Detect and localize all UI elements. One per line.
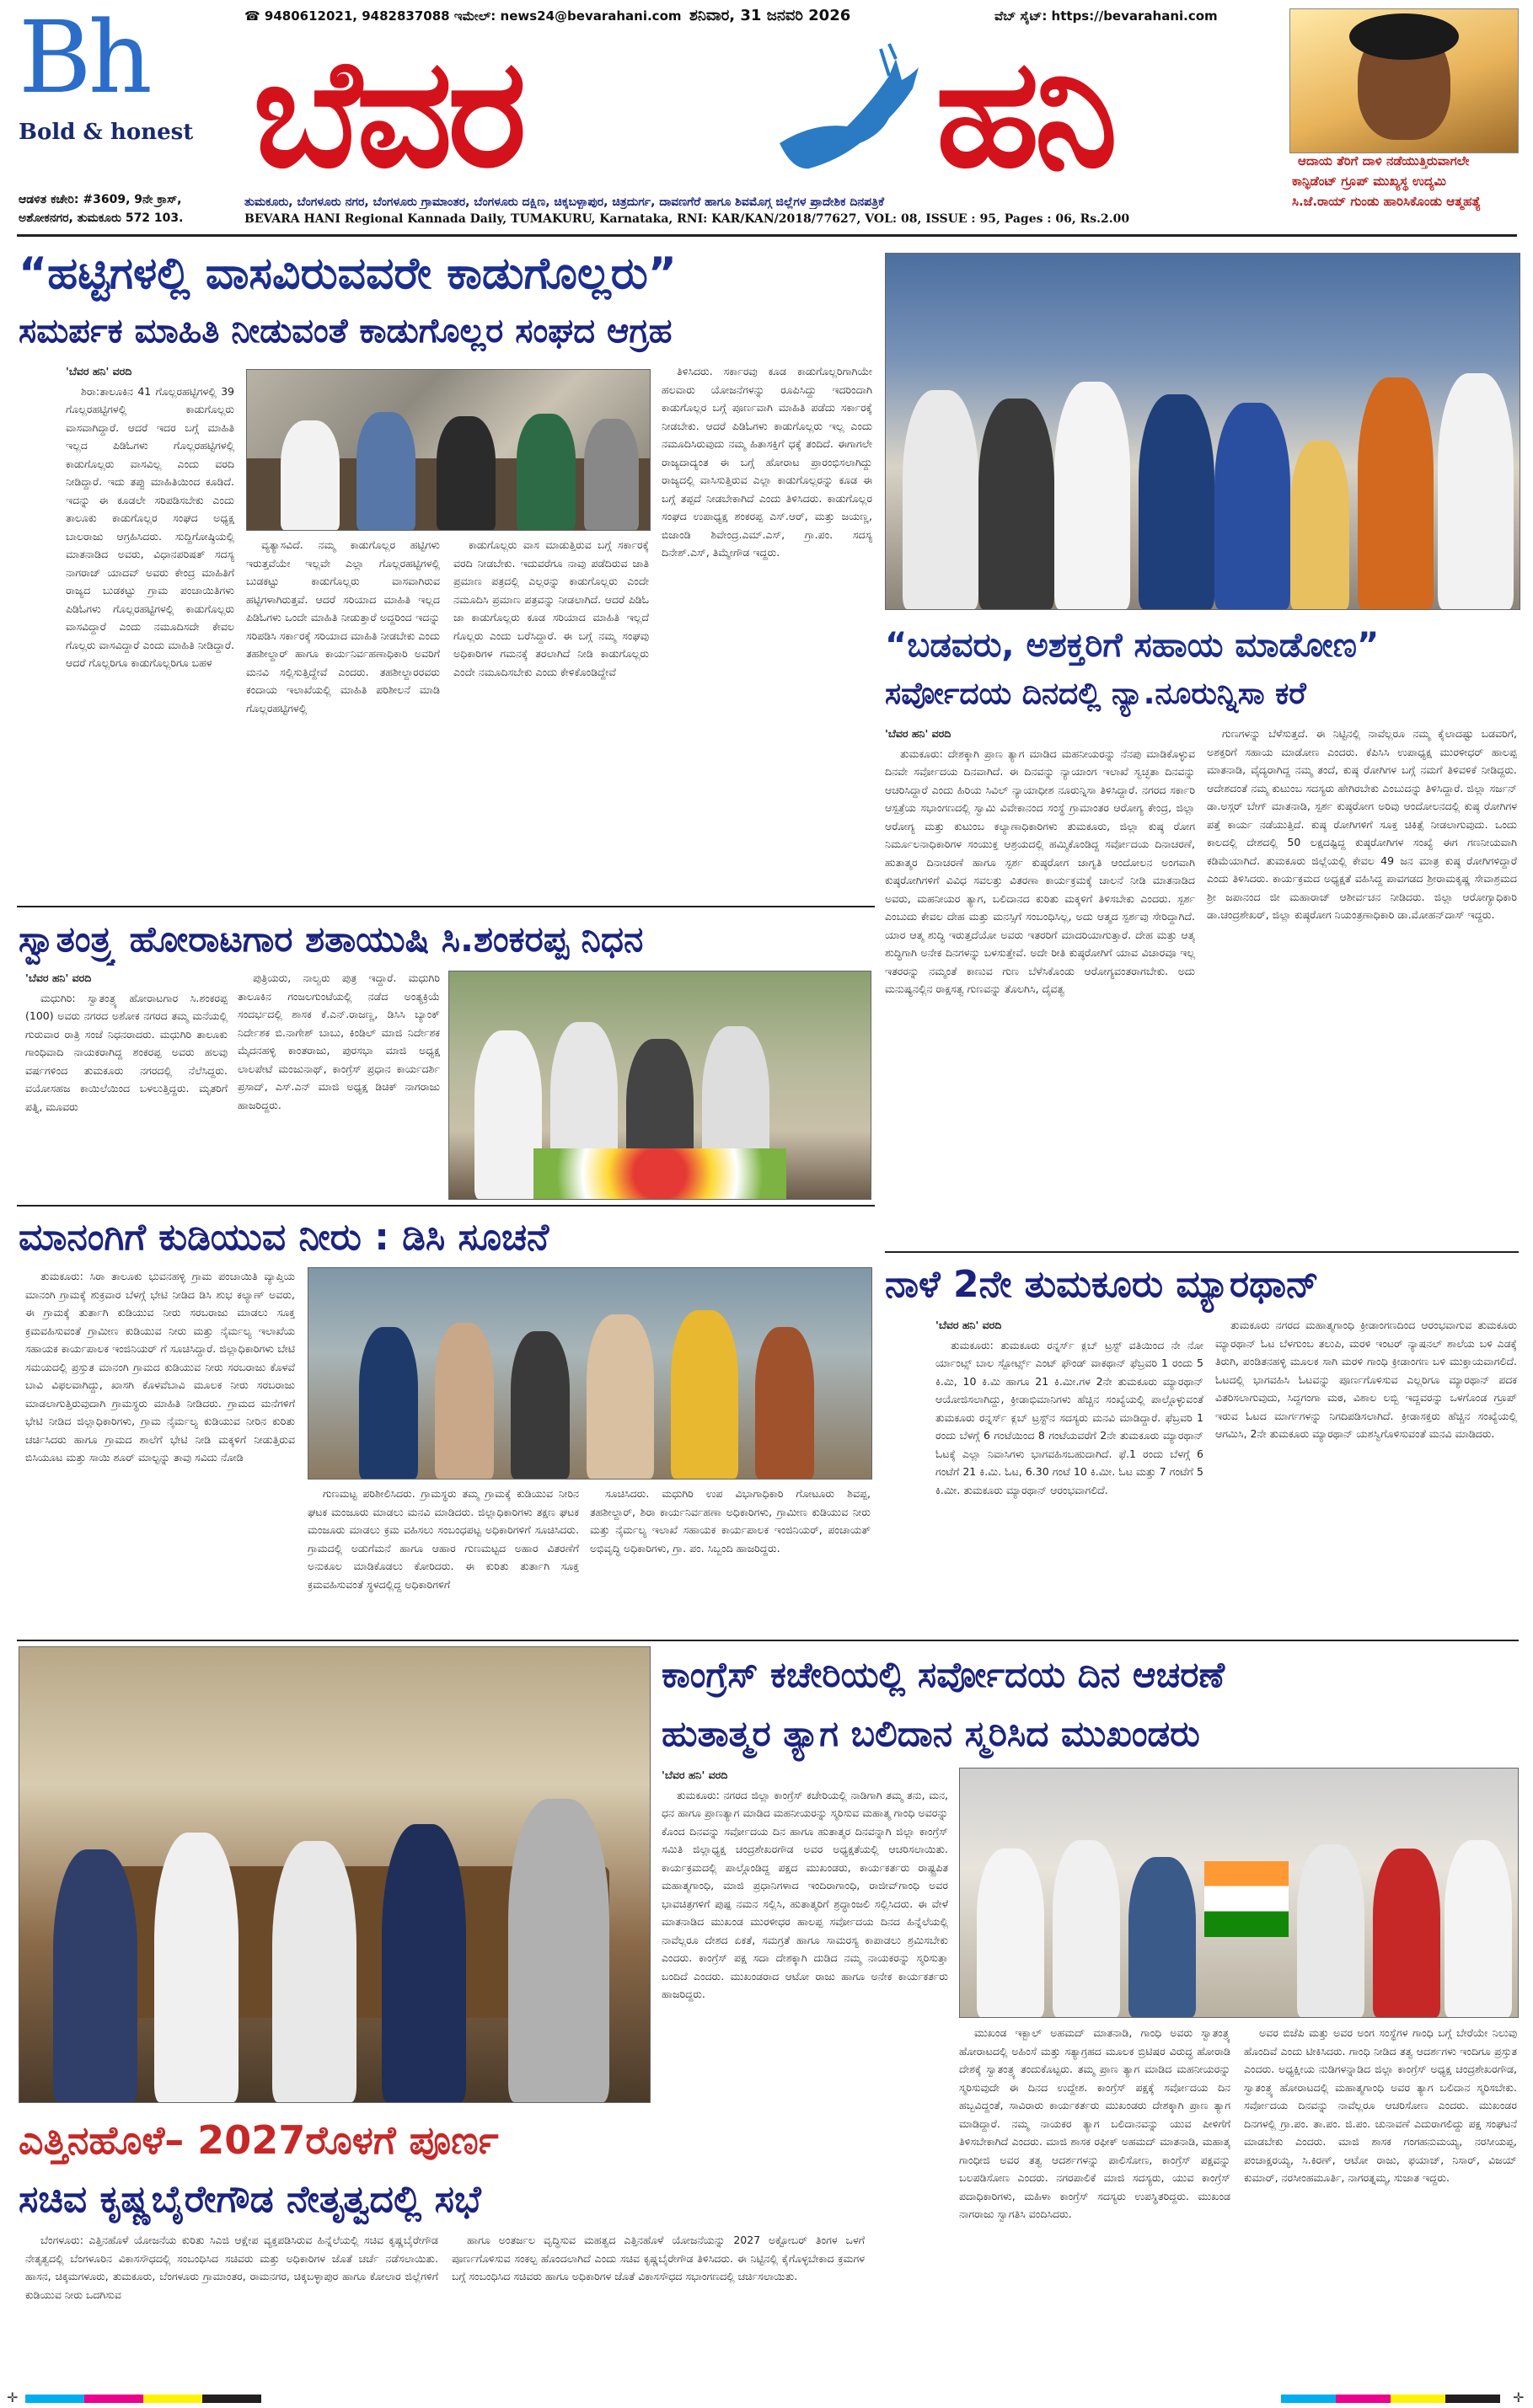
story3-text-2: ಪುತ್ರಿಯರು, ನಾಲ್ವರು ಪುತ್ರ ಇದ್ದಾರೆ. ಮಧುಗಿರಿ ತಾಲೂಕಿನ ಗಂಜಲಗುಂಟೆಯಲ್ಲಿ ನಡೆದ ಅಂತ್ಯಕ್ರಿಯೆ ಸಂದರ್ಭದಲ್ಲಿ ಶಾಸಕ ಕೆ.ಎನ್.ರಾಜಣ್ಣ, ಡಿಸಿಸಿ ಬ್ಯಾಂಕ್ ನಿರ್ದೇಶಕ ಬಿ.ನಾಗೇಶ್ ಬಾಬು, ಕಿಂಡಿಲ್ ಮಾಜಿ ನಿರ್ದೇಶಕ ಮೈದನಹಳ್ಳಿ ಕಾಂತರಾಜು, ಪುರಸಭಾ ಮಾಜಿ ಅಧ್ಯಕ್ಷ ಲಾಲಪೇಟೆ ಮಂಜುನಾಥ್, ಕಾಂಗ್ರೆಸ್ ಪ್ರಧಾನ ಕಾರ್ಯದರ್ಶಿ ಪ್ರಸಾದ್, ಎಸ್.ಎನ್ ಮಾಜಿ ಅಧ್ಯಕ್ಷ ಡಿಚಿಕ್ ನಾಗರಾಜು ಹಾಜರಿದ್ದರು. — [238, 971, 440, 1111]
divider-full-1 — [17, 1640, 1519, 1641]
story3-column-1 — [25, 969, 228, 1201]
story4-text-2: ಗುಣಮಟ್ಟ ಪರಿಶೀಲಿಸಿದರು. ಗ್ರಾಮಸ್ಥರು ತಮ್ಮ ಗ್ರಾಮಕ್ಕೆ ಕುಡಿಯುವ ನೀರಿನ ಘಟಕ ಮಂಜೂರು ಮಾಡಲು ಮನವಿ ಮಾಡಿದರು. ಜಿಲ್ಲಾಧಿಕಾರಿಗಳು ತಕ್ಷಣ ಘಟಕ ಮಂಜೂರು ಮಾಡಲು ಕ್ರಮ ವಹಿಸಲು ಸಂಬಂಧಪಟ್ಟ ಅಧಿಕಾರಿಗಳಿಗೆ ಸೂಚಿಸಿದರು. ಗ್ರಾಮದಲ್ಲಿ ಅಡುಗೆಮನೆ ಹಾಗೂ ಆಹಾರ ಗುಣಮಟ್ಟದ ಅಹಾರ ವಿತರಣೆಗೆ ಅನುಕೂಲ ಮಾಡಿಕೊಡಲು ಕೋರಿದರು. ಈ ಕುರಿತು ತುರ್ತಾಗಿ ಸೂಕ್ತ ಕ್ರಮವಹಿಸುವಂತೆ ಸ್ಥಳದಲ್ಲಿದ್ದ ಅಧಿಕಾರಿಗಳಿಗೆ — [308, 1487, 579, 1591]
story3-photo — [448, 971, 871, 1200]
story1-column-2 — [246, 536, 440, 902]
masthead-title-left: ಬೆವರ — [253, 26, 523, 201]
divider-left-2 — [17, 1205, 875, 1207]
story4-text-1: ತುಮಕೂರು: ಸಿರಾ ತಾಲೂಕು ಭುವನಹಳ್ಳಿ ಗ್ರಾಮ ಪಂಚಾಯಿತಿ ವ್ಯಾಪ್ತಿಯ ಮಾನಂಗಿ ಗ್ರಾಮಕ್ಕೆ ಶುಕ್ರವಾರ ಬೆಳಗ್ಗೆ ಭೇಟಿ ನೀಡಿದ ಡಿಸಿ ಶುಭ ಕಲ್ಯಾಣ್ ಅವರು, ಈ ಗ್ರಾಮಕ್ಕೆ ತುರ್ತಾಗಿ ಕುಡಿಯುವ ನೀರು ಸರಬರಾಜು ಮಾಡಲು ಸೂಕ್ತ ಕ್ರಮವಹಿಸುವಂತೆ ಗ್ರಾಮೀಣ ಕುಡಿಯುವ ನೀರು ಮತ್ತು ನೈರ್ಮಲ್ಯ ಇಲಾಖೆಯ ಸಹಾಯಕ ಕಾರ್ಯಪಾಲಕ ಇಂಜಿನಿಯರ್ ಗೆ ಸೂಚಿಸಿದ್ದಾರೆ. ಜಿಲ್ಲಾಧಿಕಾರಿಗಳು ಬೇಟಿ ಸಮಯದಲ್ಲಿ ಪ್ರಸ್ತುತ ಮಾನಂಗಿ ಗ್ರಾಮದ ಕುಡಿಯುವ ನೀರು ಸರಬರಾಜು ಕೊಳವೆ ಬಾವಿ ವಿಫಲವಾಗಿದ್ದು, ಖಾಸಗಿ ಕೊಳವೆಬಾವಿ ಮೂಲಕ ನೀರು ಸರಬರಾಜು ಮಾಡಲಾಗುತ್ತಿರುವುದಾಗಿ ಗ್ರಾಮಸ್ಥರು ಮಾಹಿತಿ ನೀಡಿದರು. ಗ್ರಾಮದ ಮನೆಗಳಿಗೆ ಭೇಟಿ ನೀಡಿದ ಜಿಲ್ಲಾಧಿಕಾರಿಗಳು, ಗ್ರಾಮ ನೈರ್ಮಲ್ಯ ಕುಡಿಯುವ ನೀರಿನ ಕುರಿತು ಚರ್ಚಿಸಿದರು ಹಾಗೂ ಗ್ರಾಮದ ಶಾಲೆಗೆ ಭೇಟಿ ನೀಡಿ ಮಕ್ಕಳಿಗೆ ನೀಡುತ್ತಿರುವ ಬಿಸಿಯೂಟ ಮತ್ತು ಸಾಯಿ ಶೂರ್ ಮಾಲ್ಟನ್ನು ತಾವು ಸವಿದು ನೋಡಿ — [25, 1270, 295, 1464]
story1-text-2: ವ್ಯತ್ಯಾಸವಿದೆ. ನಮ್ಮ ಕಾಡುಗೊಲ್ಲರ ಹಟ್ಟಿಗಳು ಇರುತ್ತವೆಯೇ ಇಲ್ಲವೇ ಎಲ್ಲಾ ಗೊಲ್ಲರಹಟ್ಟಿಗಳಲ್ಲಿ ಬುಡಕಟ್ಟು ಕಾಡುಗೊಲ್ಲರು ವಾಸವಾಗಿರುವ ಹಟ್ಟಿಗಳಾಗಿರುತ್ತವೆ. ಆದರೆ ಸರಿಯಾದ ಮಾಹಿತಿ ಇಲ್ಲದ ಪಿಡಿಓಗಳು ಒಂದೇ ಮಾಹಿತಿ ನೀಡುತ್ತಾರೆ ಅದ್ದರಿಂದ ಇದನ್ನು ಸರಿಪಡಿಸಿ ಸರ್ಕಾರಕ್ಕೆ ಸರಿಯಾದ ಮಾಹಿತಿ ನೀಡಬೇಕು ಎಂದು ತಹಶೀಲ್ದಾರ್ ಹಾಗೂ ಕಾರ್ಯನಿರ್ವಹಣಾಧಿಕಾರಿ ಅವರಿಗೆ ಮನವಿ ಸಲ್ಲಿಸುತ್ತಿದ್ದೇವೆ ಎಂದರು. ತಹಶೀಲ್ದಾರರವರು ಕಂದಾಯ ಇಲಾಖೆಯಲ್ಲಿ ಮಾಹಿತಿ ಪರಿಶೀಲನೆ ಮಾಡಿ ಗೊಲ್ಲರಹಟ್ಟಿಗಳಲ್ಲಿ — [246, 538, 440, 714]
promo-line-1: ಆದಾಯ ತೆರಿಗೆ ದಾಳಿ ನಡೆಯುತ್ತಿರುವಾಗಲೇ — [1298, 153, 1470, 169]
story1-byline: 'ಬೆವರ ಹನಿ' ವರದಿ — [66, 365, 132, 377]
cmyk-bar-right — [1281, 2395, 1500, 2403]
story7-photo — [19, 1646, 651, 2103]
issue-date: ಶನಿವಾರ, 31 ಜನವರಿ 2026 — [689, 7, 851, 24]
story2-text-2: ಗುಣಗಳನ್ನು ಬೆಳೆಸುತ್ತದೆ. ಈ ನಿಟ್ಟಿನಲ್ಲಿ ನಾವೆಲ್ಲರೂ ನಮ್ಮ ಕೈಲಾದಷ್ಟು ಬಡವರಿಗೆ, ಅಶಕ್ತರಿಗೆ ಸಹಾಯ ಮಾಡೋಣ ಎಂದರು. ಕೆಪಿಸಿಸಿ ಉಪಾಧ್ಯಕ್ಷ ಮುರಳೀಧರ್ ಹಾಲಪ್ಪ ಮಾತನಾಡಿ, ವೈದ್ಯರಾಗಿದ್ದ ನಮ್ಮ ತಂದೆ, ಕುಷ್ಠ ರೋಗಿಗಳ ಬಗ್ಗೆ ನಮಗೆ ತಿಳಿವಳಿಕೆ ನೀಡಿದ್ದರು. ಆದೇಶದಂತೆ ನಮ್ಮ ಕುಟುಂಬ ಸದಸ್ಯರು ಹೇಗಿರಬೇಕು ಎಂಬುದನ್ನು ತಿಳಿಸಿದ್ದಾರೆ. ಜಿಲ್ಲಾ ಸರ್ಜನ್ ಡಾ.ಅಸ್ಗರ್ ಬೇಗ್ ಮಾತನಾಡಿ, ಸ್ಪರ್ಶ ಕುಷ್ಠರೋಗ ಅರಿವು ಆಂದೋಲನದಲ್ಲಿ ಕುಷ್ಠ ರೋಗಿಗಳ ಪತ್ತೆ ಕಾರ್ಯ ನಡೆಯುತ್ತಿದೆ. ಕುಷ್ಠ ರೋಗಿಗಳಿಗೆ ಸೂಕ್ತ ಚಿಕಿತ್ಸೆ ನೀಡಲಾಗುವುದು. ಒಂದು ಕಾಲದಲ್ಲಿ ದೇಶದಲ್ಲಿ 50 ಲಕ್ಷದಷ್ಟಿದ್ದ ಕುಷ್ಠರೋಗಿಗಳ ಸಂಖ್ಯೆ ಈಗ ಗಣನೀಯವಾಗಿ ಕಡಿಮೆಯಾಗಿದೆ. ತುಮಕೂರು ಜಿಲ್ಲೆಯಲ್ಲಿ ಕೇವಲ 49 ಜನ ಮಾತ್ರ ಕುಷ್ಠ ರೋಗಿಗಳಿದ್ದಾರೆ ಎಂದು ತಿಳಿಸಿದರು. ಕಾರ್ಯಕ್ರಮದ ಅಧ್ಯಕ್ಷತೆ ವಹಿಸಿದ್ದ ಪಾವಗಡದ ಶ್ರೀರಾಮಕೃಷ್ಣ ಸೇವಾಶ್ರಮದ ಶ್ರೀ ಜಪಾನಂದ ಜೀ ಮಹಾರಾಜ್ ಆಶೀರ್ವಚನ ನೀಡಿದರು. ಜಿಲ್ಲಾ ಆರೋಗ್ಯಾಧಿಕಾರಿ ಡಾ.ಚಂದ್ರಶೇಖರ್, ಜಿಲ್ಲಾ ಕುಷ್ಠರೋಗ ನಿಯಂತ್ರಣಾಧಿಕಾರಿ ಡಾ.ಮೋಹನ್‌ದಾಸ್ ಇದ್ದರು. — [1207, 727, 1517, 921]
story6-column-3 — [1244, 2024, 1517, 2369]
story2-column-1 — [885, 725, 1195, 1247]
story3-byline: 'ಬೆವರ ಹನಿ' ವರದಿ — [25, 971, 92, 984]
story6-column-2 — [959, 2024, 1230, 2369]
story3-column-2 — [238, 969, 440, 1201]
story5-column-1 — [935, 1316, 1203, 1635]
story1-kicker: “ಹಟ್ಟಿಗಳಲ್ಲಿ ವಾಸವಿರುವವರೇ ಕಾಡುಗೊಲ್ಲರು” — [19, 249, 677, 299]
story4-column-3 — [590, 1485, 871, 1636]
registration-line: BEVARA HANI Regional Kannada Daily, TUMAKURU, Karnataka, RNI: KAR/KAN/2018/77627, VOL: 08, ISSUE : 95, Pages : 06, Rs.2.00 — [244, 212, 1130, 226]
story3-text-1: ಮಧುಗಿರಿ: ಸ್ವಾತಂತ್ರ್ಯ ಹೋರಾಟಗಾರ ಸಿ.ಶಂಕರಪ್ಪ (100) ಅವರು ನಗರದ ಅಶೋಕ ನಗರದ ತಮ್ಮ ಮನೆಯಲ್ಲಿ ಗುರುವಾರ ರಾತ್ರಿ ಸಂಜೆ ನಿಧನರಾದರು. ಮಧುಗಿರಿ ತಾಲೂಕು ಗಾಂಧಿವಾದಿ ನಾಯಕರಾಗಿದ್ದ ಶಂಕರಪ್ಪ ಅವರು ಹಲವು ವರ್ಷಗಳಿಂದ ತುಮಕೂರು ನಗರದಲ್ಲಿ ನೆಲೆಸಿದ್ದರು. ವಯೋಸಹಜ ಕಾಯಿಲೆಯಿಂದ ಬಳಲುತ್ತಿದ್ದರು. ಮೃತರಿಗೆ ಪತ್ನಿ, ಮೂವರು — [25, 991, 228, 1113]
story6-text-2: ಮುಖಂಡ ಇಕ್ಬಾಲ್ ಅಹಮದ್ ಮಾತನಾಡಿ, ಗಾಂಧಿ ಅವರು ಸ್ವಾತಂತ್ರ್ಯ ಹೋರಾಟದಲ್ಲಿ ಅಹಿಂಸೆ ಮತ್ತು ಸತ್ಯಾಗ್ರಹದ ಮೂಲಕ ಬ್ರಿಟಿಷರ ವಿರುದ್ಧ ಹೋರಾಡಿ ದೇಶಕ್ಕೆ ಸ್ವಾತಂತ್ರ್ಯ ತಂದುಕೊಟ್ಟರು. ತಮ್ಮ ಪ್ರಾಣ ತ್ಯಾಗ ಮಾಡಿದ ಮಹನೀಯರನ್ನು ಸ್ಮರಿಸುವುದೇ ಈ ದಿನದ ಉದ್ದೇಶ. ಕಾಂಗ್ರೆಸ್ ಪಕ್ಷಕ್ಕೆ ಸರ್ವೋದಯ ದಿನ ಹಬ್ಬವಿದ್ದಂತೆ, ಸಾವಿರಾರು ಕಾರ್ಯಕರ್ತರು ಮುಖಂಡರು ದೇಶಕ್ಕಾಗಿ ಪ್ರಾಣ ತ್ಯಾಗ ಮಾಡಿದ್ದಾರೆ. ನಮ್ಮ ನಾಯಕರ ತ್ಯಾಗ ಬಲಿದಾನವನ್ನು ಯುವ ಪೀಳಿಗೆಗೆ ತಿಳಿಸಬೇಕಾಗಿದೆ ಎಂದರು. ಮಾಜಿ ಶಾಸಕ ರಫೀಕ್ ಅಹಮದ್ ಮಾತನಾಡಿ, ಮಹಾತ್ಮ ಗಾಂಧೀಜಿ ಅವರ ತತ್ವ ಆದರ್ಶಗಳನ್ನು ಪಾಲಿಸೋಣ, ಕಾಂಗ್ರೆಸ್ ಪಕ್ಷವನ್ನು ಬಲಪಡಿಸೋಣ ಎಂದರು. ನಗರಪಾಲಿಕೆ ಮಾಜಿ ಸದಸ್ಯರು, ಯುವ ಕಾಂಗ್ರೆಸ್ ಪದಾಧಿಕಾರಿಗಳು, ಮಹಿಳಾ ಕಾಂಗ್ರೆಸ್ ಸದಸ್ಯರು ಉಪಸ್ಥಿತರಿದ್ದರು. ಮುಖಂಡ ನಾಗರಾಜು ಸ್ವಾಗತಿಸಿ ವಂದಿಸಿದರು. — [959, 2026, 1230, 2220]
divider-left-1 — [17, 906, 875, 907]
story1-text-4: ತಿಳಿಸಿದರು. ಸರ್ಕಾರವು ಕೂಡ ಕಾಡುಗೊಲ್ಲರಿಗಾಗಿಯೇ ಹಲವಾರು ಯೋಜನೆಗಳನ್ನು ರೂಪಿಸಿದ್ದು ಇದರಿಂದಾಗಿ ಕಾಡುಗೊಲ್ಲರ ಬಗ್ಗೆ ಪೂರ್ಣವಾಗಿ ಮಾಹಿತಿ ಪಡೆದು ಸರ್ಕಾರಕ್ಕೆ ನೀಡಬೇಕು. ಆದರೆ ಪಿಡಿಓಗಳು ಕಾಡುಗೊಲ್ಲರು ಇಲ್ಲ ಎಂದು ನಮೂದಿಸಿರುವುದು ನಮ್ಮ ಹಿತಾಸಕ್ತಿಗೆ ಧಕ್ಕೆ ತಂದಿದೆ. ಈಗಾಗಲೇ ರಾಜ್ಯದಾದ್ಯಂತ ಈ ಬಗ್ಗೆ ಹೋರಾಟ ಪ್ರಾರಂಭಿಸಲಾಗಿದ್ದು ರಾಜ್ಯದಲ್ಲಿ ವಾಸಿಸುತ್ತಿರುವ ಎಲ್ಲಾ ಕಾಡುಗೊಲ್ಲರನ್ನು ಕೂಡ ಈ ಬಗ್ಗೆ ತಪ್ಪದೆ ನೀಡಬೇಕಾಗಿದೆ ಎಂದು ತಿಳಿಸಿದರು. ಕಾಡುಗೊಲ್ಲರ ಸಂಘದ ಉಪಾಧ್ಯಕ್ಷ ಶಂಕರಪ್ಪ ಎಸ್.ಆರ್, ಮತ್ತು ಜಯಣ್ಣ, ಬಿಜಾಂಡಿ ಶಿವೇಂದ್ರ.ಎಮ್.ಎಸ್, ಗ್ರಾ.ಪಂ. ಸದಸ್ಯ ದಿನೇಶ್.ಎಸ್, ತಿಮ್ಮೇಗೌಡ ಇದ್ದರು. — [662, 365, 872, 559]
story2-text-1: ತುಮಕೂರು: ದೇಶಕ್ಕಾಗಿ ಪ್ರಾಣ ತ್ಯಾಗ ಮಾಡಿದ ಮಹನೀಯರನ್ನು ನೆನಪು ಮಾಡಿಕೊಳ್ಳುವ ದಿನವೇ ಸರ್ವೋದಯ ದಿನವಾಗಿದೆ. ಈ ದಿನವನ್ನು ನ್ಯಾಯಾಂಗ ಇಲಾಖೆ ಸ್ವಚ್ಛತಾ ದಿನವನ್ನು ಆಚರಿಸಿದ್ದಾರೆ ಎಂದು ಹಿರಿಯ ಸಿವಿಲ್ ನ್ಯಾಯಾಧೀಶ ನೂರುನ್ನಿಸಾ ತಿಳಿಸಿದ್ದಾರೆ. ನಗರದ ಸರ್ಕಾರಿ ಆಸ್ಪತ್ರೆಯ ಸಭಾಂಗಣದಲ್ಲಿ ಸ್ವಾಮಿ ವಿವೇಕಾನಂದ ಸಂಸ್ಥೆ ಗ್ರಾಮಾಂತರ ಆರೋಗ್ಯ ಕೇಂದ್ರ, ಜಿಲ್ಲಾ ಆರೋಗ್ಯ ಮತ್ತು ಕುಟುಂಬ ಕಲ್ಯಾಣಾಧಿಕಾರಿಗಳು ತುಮಕೂರು, ಜಿಲ್ಲಾ ಕುಷ್ಠ ರೋಗ ನಿರ್ಮೂಲನಾಧಿಕಾರಿಗಳ ಸಂಯುಕ್ತ ಆಶ್ರಯದಲ್ಲಿ ಹಮ್ಮಿಕೊಂಡಿದ್ದ ಸರ್ವೋದಯ ದಿನಾಚರಣೆ, ಹುತಾತ್ಮರ ದಿನಾಚರಣೆ ಹಾಗೂ ಸ್ಪರ್ಶ ಕುಷ್ಠರೋಗ ಜಾಗೃತಿ ಆಂದೋಲನ ಅಂಗವಾಗಿ ಕುಷ್ಠರೋಗಿಗಳಿಗೆ ವಿವಿಧ ಸವಲತ್ತು ವಿತರಣಾ ಕಾರ್ಯಕ್ರಮಕ್ಕೆ ಚಾಲನೆ ನೀಡಿ ಮಾತನಾಡಿದ ಅವರು, ಮಹನೀಯರ ತ್ಯಾಗ, ಬಲಿದಾನದ ಕುರಿತು ಮಕ್ಕಳಿಗೆ ತಿಳಿಸಬೇಕು ಎಂದರು. ಸ್ಪರ್ಶ ಎಂಬುದು ಕೇವಲ ದೇಹ ಮತ್ತು ಮನಸ್ಸಿಗೆ ಸಂಬಂಧಿಸಿಲ್ಲ, ಅದು ಆತ್ಮದ ಸ್ಪರ್ಶವು ಸೇರಿದ್ದಾಗಿದೆ. ಯಾರ ಆತ್ಮ ಶುದ್ಧಿ ಇರುತ್ತದೆಯೋ ಅವರು ಇತರರಿಗೆ ಮಾದರಿಯಾಗುತ್ತಾರೆ. ದೇಹ ಮತ್ತು ಆತ್ಮ ಶುದ್ಧಿಗಾಗಿ ಅನೇಕ ದಿನಗಳನ್ನು ಬಳಸುತ್ತೇವೆ. ಅದೇ ರೀತಿ ಕುಷ್ಠರೋಗಿಗೆ ಯಾವ ವಿಚಾರವೂ ಇಲ್ಲ ಇತರರನ್ನು ನಮ್ಮಂತೆ ಕಾಣುವ ಗುಣ ಬೆಳೆಸಿಕೊಂಡು ಆರೋಗ್ಯವಂತರಾಗಬೇಕು. ಅದು ಮನುಷ್ಯನಲ್ಲಿನ ರಾಕ್ಷಸತ್ವ ಗುಣವನ್ನು ತೊಲಗಿಸಿ, ದೈವತ್ವ — [885, 746, 1195, 995]
registration-mark-left-icon: ✛ — [7, 2389, 19, 2405]
story2-headline: ಸರ್ವೋದಯ ದಿನದಲ್ಲಿ ನ್ಯಾ.ನೂರುನ್ನಿಸಾ ಕರೆ — [885, 677, 1306, 711]
promo-line-3: ಸಿ.ಜೆ.ರಾಯ್ ಗುಂಡು ಹಾರಿಸಿಕೊಂಡು ಆತ್ಮಹತ್ಯೆ — [1292, 194, 1482, 209]
promo-line-2: ಕಾನ್ಫಿಡೆಂಟ್ ಗ್ರೂಪ್ ಮುಖ್ಯಸ್ಥ ಉದ್ಯಮಿ — [1292, 174, 1447, 189]
story5-byline: 'ಬೆವರ ಹನಿ' ವರದಿ — [935, 1319, 1002, 1331]
masthead-title-right: ಹನಿ — [935, 26, 1113, 201]
story1-column-3 — [453, 536, 649, 902]
region-line: ತುಮಕೂರು, ಬೆಂಗಳೂರು ನಗರ, ಬೆಂಗಳೂರು ಗ್ರಾಮಾಂತರ, ಬೆಂಗಳೂರು ದಕ್ಷಿಣ, ಚಿಕ್ಕಬಳ್ಳಾಪುರ, ಚಿತ್ರದುರ್ಗ, ದಾವಣಗೆರೆ ಹಾಗೂ ಶಿವಮೊಗ್ಗ ಜಿಲ್ಲೆಗಳ ಪ್ರಾದೇಶಿಕ ದಿನಪತ್ರಿಕೆ — [244, 195, 884, 209]
story6-text-1: ತುಮಕೂರು: ನಗರದ ಜಿಲ್ಲಾ ಕಾಂಗ್ರೆಸ್ ಕಚೇರಿಯಲ್ಲಿ ನಾಡಿಗಾಗಿ ತಮ್ಮ ತನು, ಮನ, ಧನ ಹಾಗೂ ಪ್ರಾಣತ್ಯಾಗ ಮಾಡಿದ ಮಹನೀಯರನ್ನು ಸ್ಮರಿಸುವ ಮಹಾತ್ಮ ಗಾಂಧಿ ಅವರನ್ನು ಕೊಂದ ದಿನವನ್ನು ಸರ್ವೋದಯ ದಿನ ಹಾಗೂ ಹುತಾತ್ಮರ ದಿನವನ್ನಾಗಿ ಜಿಲ್ಲಾ ಕಾಂಗ್ರೆಸ್ ಸಮಿತಿ ಜಿಲ್ಲಾಧ್ಯಕ್ಷ ಚಂದ್ರಶೇಖರಗೌಡ ಅವರ ಅಧ್ಯಕ್ಷತೆಯಲ್ಲಿ ಆಚರಿಸಲಾಯಿತು. ಕಾರ್ಯಕ್ರಮದಲ್ಲಿ ಪಾಲ್ಗೊಂಡಿದ್ದ ಪಕ್ಷದ ಮುಖಂಡರು, ಕಾರ್ಯಕರ್ತರು ರಾಷ್ಟ್ರಪಿತ ಮಹಾತ್ಮಗಾಂಧಿ, ಮಾಜಿ ಪ್ರಧಾನಿಗಳಾದ ಇಂದಿರಾಗಾಂಧಿ, ರಾಜೀವ್‌ಗಾಂಧಿ ಅವರ ಭಾವಚಿತ್ರಗಳಿಗೆ ಪುಷ್ಪ ನಮನ ಸಲ್ಲಿಸಿ, ಹುತಾತ್ಮರಿಗೆ ಶ್ರದ್ಧಾಂಜಲಿ ಸಲ್ಲಿಸಿದರು. ಈ ವೇಳೆ ಮಾತನಾಡಿದ ಮುಖಂಡ ಮುರಳೀಧರ ಹಾಲಪ್ಪ ಸರ್ವೋದಯ ದಿನದ ಹಿನ್ನೆಲೆಯಲ್ಲಿ ನಾವೆಲ್ಲರೂ ದೇಶದ ಏಕತೆ, ಸಮಗ್ರತೆ ಹಾಗೂ ಸಾಮರಸ್ಯ ಕಾಪಾಡಲು ಶ್ರಮಿಸಬೇಕು ಎಂದರು. ಕಾಂಗ್ರೆಸ್ ಪಕ್ಷ ಸದಾ ದೇಶಕ್ಕಾಗಿ ದುಡಿದ ನಮ್ಮ ನಾಯಕರನ್ನು ಸ್ಮರಿಸುತ್ತಾ ಬಂದಿದೆ ಎಂದರು. ಮುಖಂಡರಾದ ಆಟೋ ರಾಜು ಹಾಗೂ ಅನೇಕ ಕಾರ್ಯಕರ್ತರು ಹಾಜರಿದ್ದರು. — [662, 1788, 948, 2000]
story5-text-1: ತುಮಕೂರು: ತುಮಕೂರು ರನ್ನರ್ಸ್ ಕ್ಲಬ್ ಟ್ರಸ್ಟ್ ವತಿಯಿಂದ ನೇ ನೋ ರ್ಯಾಂಟ್ಸ್ ಬಾಲ ಸ್ಪೋರ್ಟ್ಸ್ ಎಂಟ್ ಫೌಂಡ್ ವಾಕಥಾನ್ ಫೆಬ್ರವರಿ 1 ರಂದು 5 ಕಿ.ಮಿ, 10 ಕಿ.ಮಿ ಹಾಗೂ 21 ಕಿ.ಮೀ.ಗಳ 2ನೇ ತುಮಕೂರು ಮ್ಯಾರಥಾನ್ ಆಯೋಜಿಸಲಾಗಿದ್ದು, ಕ್ರೀಡಾಭಿಮಾನಿಗಳು ಹೆಚ್ಚಿನ ಸಂಖ್ಯೆಯಲ್ಲಿ ಪಾಲ್ಗೊಳ್ಳುವಂತೆ ತುಮಕೂರು ರನ್ನರ್ಸ್ ಕ್ಲಬ್ ಟ್ರಸ್ಟ್‌ನ ಸದಸ್ಯರು ಮನವಿ ಮಾಡಿದ್ದಾರೆ. ಫೆಬ್ರವರಿ 1 ರಂದು ಬೆಳಗ್ಗೆ 6 ಗಂಟೆಯಿಂದ 8 ಗಂಟೆಯವರೆಗೆ 2ನೇ ತುಮಕೂರು ಮ್ಯಾರಥಾನ್ ಓಟಕ್ಕೆ ಎಲ್ಲಾ ನಿವಾಸಿಗಳು ಭಾಗವಹಿಸಬಹುದಾಗಿದೆ. ಫೆ.1 ರಂದು ಬೆಳಗ್ಗೆ 6 ಗಂಟೆಗೆ 21 ಕಿ.ಮಿ. ಓಟ, 6.30 ಗಂಟೆ 10 ಕಿ.ಮೀ. ಓಟ ಮತ್ತು 7 ಗಂಟೆಗೆ 5 ಕಿ.ಮೀ. ತುಮಕೂರು ಮ್ಯಾರಥಾನ್ ಆರಂಭವಾಗಲಿದೆ. — [935, 1338, 1203, 1496]
story6-text-3: ಅವರ ಬಿಜೆಪಿ ಮತ್ತು ಅವರ ಅಂಗ ಸಂಸ್ಥೆಗಳ ಗಾಂಧಿ ಬಗ್ಗೆ ಬೇರೆಯೇ ನಿಲುವು ಹೊಂದಿವೆ ಎಂದು ಟೀಕಿಸಿದರು. ಗಾಂಧಿ ನೀಡಿದ ತತ್ವ ಆದರ್ಶಗಳು ಇಂದಿಗೂ ಪ್ರಸ್ತುತ ಎಂದರು. ಅಧ್ಯಕ್ಷೀಯ ನುಡಿಗಳನ್ನಾಡಿದ ಜಿಲ್ಲಾ ಕಾಂಗ್ರೆಸ್ ಅಧ್ಯಕ್ಷ ಚಂದ್ರಶೇಖರಗೌಡ, ಸ್ವಾತಂತ್ರ್ಯ ಹೋರಾಟದಲ್ಲಿ ಮಹಾತ್ಮಗಾಂಧಿ ಅವರ ತ್ಯಾಗ ಬಲಿದಾನ ಸ್ಮರಿಸಬೇಕು. ಸರ್ವೋದಯ ದಿನವನ್ನು ನಾವೆಲ್ಲರೂ ಆಚರಿಸೋಣ ಎಂದರು. ಮುಖಂಡರ ದಿನಗಳಲ್ಲಿ ಗ್ರಾ.ಪಂ. ತಾ.ಪಂ. ಜಿ.ಪಂ. ಚುನಾವಣೆ ಎದುರಾಗಲಿದ್ದು ಪಕ್ಷ ಸಂಘಟನೆ ಮಾಡಬೇಕು ಎಂದರು. ಮಾಜಿ ಶಾಸಕ ಗಂಗಹನುಮಯ್ಯ, ನರಸೀಯಪ್ಪ, ಪಂಚಾಕ್ಷರಯ್ಯ, ಸಿ.ಕಿರಣ್, ಆಟೋ ರಾಜು, ಫಯಾಜ್, ನಿಸಾರ್, ವಿಜಯ್ ಕುಮಾರ್, ನರಸೀಂಹಮೂರ್ತಿ, ನಾಗರತ್ನಮ್ಮ, ಸುಜಾತ ಇದ್ದರು. — [1244, 2026, 1517, 2184]
divider-right-1 — [885, 1251, 1519, 1253]
logo-tagline: Bold & honest — [19, 120, 194, 145]
story2-kicker: “ಬಡವರು, ಅಶಕ್ತರಿಗೆ ಸಹಾಯ ಮಾಡೋಣ” — [885, 626, 1380, 665]
story7-column-1 — [25, 2231, 438, 2366]
story4-text-3: ಸೂಚಿಸಿದರು. ಮಧುಗಿರಿ ಉಪ ವಿಭಾಗಾಧಿಕಾರಿ ಗೋಟೂರು ಶಿವಪ್ಪ, ತಹಶೀಲ್ದಾರ್, ಶಿರಾ ಕಾರ್ಯನಿರ್ವಹಣಾ ಅಧಿಕಾರಿಗಳು, ಗ್ರಾಮೀಣ ಕುಡಿಯುವ ನೀರು ಮತ್ತು ನೈರ್ಮಲ್ಯ ಇಲಾಖೆ ಸಹಾಯಕ ಕಾರ್ಯಪಾಲಕ ಇಂಜಿನಿಯರ್, ಪಂಚಾಯತ್ ಅಭಿವೃದ್ಧಿ ಅಧಿಕಾರಿಗಳು, ಗ್ರಾ. ಪಂ. ಸಿಬ್ಬಂದಿ ಹಾಜರಿದ್ದರು. — [590, 1487, 871, 1554]
story5-column-2 — [1215, 1316, 1517, 1635]
website-label: ವೆಬ್ ಸೈಟ್: https://bevarahani.com — [994, 8, 1218, 24]
story4-photo — [308, 1267, 872, 1480]
story5-text-2: ತುಮಕೂರು ನಗರದ ಮಹಾತ್ಮಗಾಂಧಿ ಕ್ರೀಡಾಂಗಣದಿಂದ ಆರಂಭವಾಗುವ ತುಮಕೂರು ಮ್ಯಾರಥಾನ್ ಓಟ ಬೆಳಗುಂಬ ತಲುಪಿ, ಮರಳಿ ಇಂಟರ್ ನ್ಯಾಷನಲ್ ಶಾಲೆಯ ಬಳಿ ಎಡಕ್ಕೆ ತಿರುಗಿ, ಪಂಡಿತನಹಳ್ಳಿ ಮೂಲಕ ಸಾಗಿ ಮರಳಿ ಗಾಂಧಿ ಕ್ರೀಡಾಂಗಣ ಬಳಿ ಮುಕ್ತಾಯವಾಗಲಿದೆ. ಓಟದಲ್ಲಿ ಭಾಗವಹಿಸಿ ಓಟವನ್ನು ಪೂರ್ಣಗೊಳಿಸುವ ಎಲ್ಲರಿಗೂ ಮ್ಯಾರಥಾನ್ ಪದಕ ವಿತರಿಸಲಾಗುವುದು, ಸಿದ್ದಗಂಗಾ ಮಠ, ವಿಶಾಲ ಲಬ್ಬಿ ಇದ್ದವರನ್ನು ಒಳಗೊಂಡ ಗ್ರೂಪ್ ಇರುವ ಓಟದ ಮಾರ್ಗಗಳನ್ನು ನಿಗದಿಪಡಿಸಲಾಗಿದೆ. ಕ್ರೀಡಾಸಕ್ತರು ಹೆಚ್ಚಿನ ಸಂಖ್ಯೆಯಲ್ಲಿ ಆಗಮಿಸಿ, 2ನೇ ತುಮಕೂರು ಮ್ಯಾರಥಾನ್ ಯಶಸ್ವಿಗೊಳಿಸುವಂತೆ ಮನವಿ ಮಾಡಿದರು. — [1215, 1319, 1517, 1440]
story4-column-1 — [25, 1267, 295, 1634]
story6-headline-2: ಹುತಾತ್ಮರ ತ್ಯಾಗ ಬಲಿದಾನ ಸ್ಮರಿಸಿದ ಮುಖಂಡರು — [662, 1713, 1200, 1754]
promo-photo — [1289, 8, 1519, 153]
office-address: ಆಡಳಿತ ಕಚೇರಿ: #3609, 9ನೇ ಕ್ರಾಸ್, ಅಶೋಕನಗರ, ತುಮಕೂರು 572 103. — [19, 193, 184, 225]
story1-photo — [246, 369, 651, 531]
story1-text-3: ಕಾಡುಗೊಲ್ಲರು ವಾಸ ಮಾಡುತ್ತಿರುವ ಬಗ್ಗೆ ಸರ್ಕಾರಕ್ಕೆ ವರದಿ ನೀಡಬೇಕು. ಇದುವರೆಗೂ ನಾವು ಪಡೆದಿರುವ ಜಾತಿ ಪ್ರಮಾಣ ಪತ್ರದಲ್ಲಿ ಎಲ್ಲರನ್ನು ಕಾಡುಗೊಲ್ಲರು ಎಂದೇ ನಮೂದಿಸಿ ಪ್ರಮಾಣ ಪತ್ರವನ್ನು ನೀಡಲಾಗಿದೆ. ಆದರೆ ಪಿಡಿಓ ಜಾ ಕಾಡುಗೊಲ್ಲರು ಕೂಡ ಸರಿಯಾದ ಮಾಹಿತಿ ಇಲ್ಲದೆ ಗೊಲ್ಲರು ಎಂದು ಬರೆಸಿದ್ದಾರೆ. ಈ ಬಗ್ಗೆ ನಮ್ಮ ಸಂಘವು ಅಧಿಕಾರಿಗಳ ಗಮನಕ್ಕೆ ತರಲಾಗಿದೆ ನೀಡಿ ಕಾಡುಗೊಲ್ಲರು ಎಂದೇ ನಮೂದಿಸಬೇಕು ಎಂದು ಕೇಳಿಕೊಂಡಿದ್ದೇವೆ — [453, 538, 649, 678]
story1-column-4 — [662, 362, 872, 902]
story7-headline-2: ಸಚಿವ ಕೃಷ್ಣಬೈರೇಗೌಡ ನೇತೃತ್ವದಲ್ಲಿ ಸಭೆ — [19, 2178, 481, 2221]
story3-headline: ಸ್ವಾತಂತ್ರ್ಯ ಹೋರಾಟಗಾರ ಶತಾಯುಷಿ ಸಿ.ಶಂಕರಪ್ಪ ನಿಧನ — [19, 918, 644, 960]
story6-headline-1: ಕಾಂಗ್ರೆಸ್ ಕಚೇರಿಯಲ್ಲಿ ಸರ್ವೋದಯ ದಿನ ಆಚರಣೆ — [662, 1654, 1225, 1695]
story6-byline: 'ಬೆವರ ಹನಿ' ವರದಿ — [662, 1769, 728, 1781]
contact-phones: ☎ 9480612021, 9482837088 ಇಮೇಲ್: news24@bevarahani.com — [244, 8, 682, 24]
story4-column-2 — [308, 1485, 579, 1636]
story6-photo — [959, 1768, 1519, 2018]
cmyk-bar — [25, 2395, 261, 2403]
story7-headline-1: ಎತ್ತಿನಹೊಳೆ– 2027ರೊಳಗೆ ಪೂರ್ಣ — [19, 2117, 499, 2163]
story2-byline: 'ಬೆವರ ಹನಿ' ವರದಿ — [885, 727, 951, 740]
registration-mark-right-icon: ✛ — [1513, 2389, 1525, 2405]
story1-headline: ಸಮರ್ಪಕ ಮಾಹಿತಿ ನೀಡುವಂತೆ ಕಾಡುಗೊಲ್ಲರ ಸಂಘದ ಆಗ್ರಹ — [19, 312, 673, 350]
story1-text-1: ಶಿರಾ:ತಾಲೂಕಿನ 41 ಗೊಲ್ಲರಹಟ್ಟಿಗಳಲ್ಲಿ 39 ಗೊಲ್ಲರಹಟ್ಟಿಗಳಲ್ಲಿ ಕಾಡುಗೊಲ್ಲರು ವಾಸವಾಗಿದ್ದಾರೆ. ಆದರೆ ಇದರ ಬಗ್ಗೆ ಮಾಹಿತಿ ಇಲ್ಲದ ಪಿಡಿಓಗಳು ಗೊಲ್ಲರಹಟ್ಟಿಗಳಲ್ಲಿ ಕಾಡುಗೊಲ್ಲರು ವಾಸವಿಲ್ಲ ಎಂದು ವರದಿ ನೀಡಿದ್ದಾರೆ. ಇದು ತಪ್ಪು ಮಾಹಿತಿಯಿಂದ ಕೂಡಿದೆ. ಇದನ್ನು ಈ ಕೂಡಲೇ ಸರಿಪಡಿಸಬೇಕು ಎಂದು ತಾಲೂಕು ಕಾಡುಗೊಲ್ಲರ ಸಂಘದ ಅಧ್ಯಕ್ಷ ಬಾಲರಾಜು ಆಗ್ರಹಿಸಿದರು. ಸುದ್ದಿಗೋಷ್ಠಿಯಲ್ಲಿ ಮಾತನಾಡಿದ ಅವರು, ವಿಧಾನಪರಿಷತ್ ಸದಸ್ಯ ನಾಗರಾಜ್ ಯಾದವ್ ಅವರು ಕೇಂದ್ರ ಮಾಹಿತಿಗೆ ರಾಜ್ಯದ ಬುಡಕಟ್ಟು ಗ್ರಾಮ ಪಂಚಾಯಿತಿಗಳು ಪಿಡಿಓಗಳು ಗೊಲ್ಲರಹಟ್ಟಿಗಳಲ್ಲಿ ಕಾಡುಗೊಲ್ಲರು ವಾಸವಿದ್ದಾರೆ ಎಂದು ನಮೂದಿಸದೇ ಕೇವಲ ಗೊಲ್ಲರು ವಾಸವಿದ್ದಾರೆ ಎಂದು ಮಾಹಿತಿ ನೀಡಿದ್ದಾರೆ. ಆದರೆ ಗೊಲ್ಲರಿಗೂ ಕಾಡುಗೊಲ್ಲರಿಗೂ ಬಹಳ — [66, 384, 234, 669]
logo-box — [19, 0, 221, 167]
story5-headline: ನಾಳೆ 2ನೇ ತುಮಕೂರು ಮ್ಯಾರಥಾನ್ — [885, 1263, 1319, 1306]
masthead-divider — [17, 234, 1517, 237]
story1-column-1 — [66, 362, 234, 902]
story6-column-1 — [662, 1766, 948, 2368]
story7-text-2: ಹಾಗೂ ಅಂತರ್ಜಲ ವೃದ್ಧಿಸುವ ಮಹತ್ವದ ಎತ್ತಿನಹೊಳೆ ಯೋಜನೆಯನ್ನು 2027 ಅಕ್ಟೋಬರ್ ತಿಂಗಳ ಒಳಗೆ ಪೂರ್ಣಗೊಳಿಸುವ ಸಂಕಲ್ಪ ಹೊಂದಲಾಗಿದೆ ಎಂದು ಸಚಿವ ಕೃಷ್ಣಬೈರೇಗೌಡ ತಿಳಿಸಿದರು. ಈ ನಿಟ್ಟಿನಲ್ಲಿ ಕೈಗೊಳ್ಳಬೇಕಾದ ಕ್ರಮಗಳ ಬಗ್ಗೆ ಸಂಬಂಧಿಸಿದ ಸಚಿವರು ಹಾಗೂ ಅಧಿಕಾರಿಗಳ ಜೊತೆ ವಿಕಾಸಸೌಧದ ಸಭಾಂಗಣದಲ್ಲಿ ಚರ್ಚಿಸಲಾಯಿತು. — [452, 2234, 865, 2282]
story7-text-1: ಬೆಂಗಳೂರು: ಎತ್ತಿನಹೊಳೆ ಯೋಜನೆಯ ಕುರಿತು ಸಿಎಜಿ ಆಕ್ಷೇಪ ವ್ಯಕ್ತಪಡಿಸಿರುವ ಹಿನ್ನೆಲೆಯಲ್ಲಿ ಸಚಿವ ಕೃಷ್ಣಬೈರೇಗೌಡ ನೇತೃತ್ವದಲ್ಲಿ ಬೆಂಗಳೂರಿನ ವಿಕಾಸಸೌಧದಲ್ಲಿ ಸಂಬಂಧಿಸಿದ ಸಚಿವರು ಮತ್ತು ಅಧಿಕಾರಿಗಳ ಜೊತೆ ಚರ್ಚೆ ನಡೆಸಲಾಯಿತು. ಹಾಸನ, ಚಿಕ್ಕಮಗಳೂರು, ತುಮಕೂರು, ಬೆಂಗಳೂರು ಗ್ರಾಮಾಂತರ, ರಾಮನಗರ, ಚಿಕ್ಕಬಳ್ಳಾಪುರ ಹಾಗೂ ಕೋಲಾರ ಜಿಲ್ಲೆಗಳಿಗೆ ಕುಡಿಯುವ ನೀರು ಒದಗಿಸುವ — [25, 2234, 438, 2301]
story4-headline: ಮಾನಂಗಿಗೆ ಕುಡಿಯುವ ನೀರು : ಡಿಸಿ ಸೂಚನೆ — [19, 1216, 549, 1259]
deer-logo-icon — [763, 42, 931, 185]
logo-letters: Bh — [19, 0, 149, 115]
story2-column-2 — [1207, 725, 1517, 1247]
story2-photo — [885, 253, 1520, 610]
